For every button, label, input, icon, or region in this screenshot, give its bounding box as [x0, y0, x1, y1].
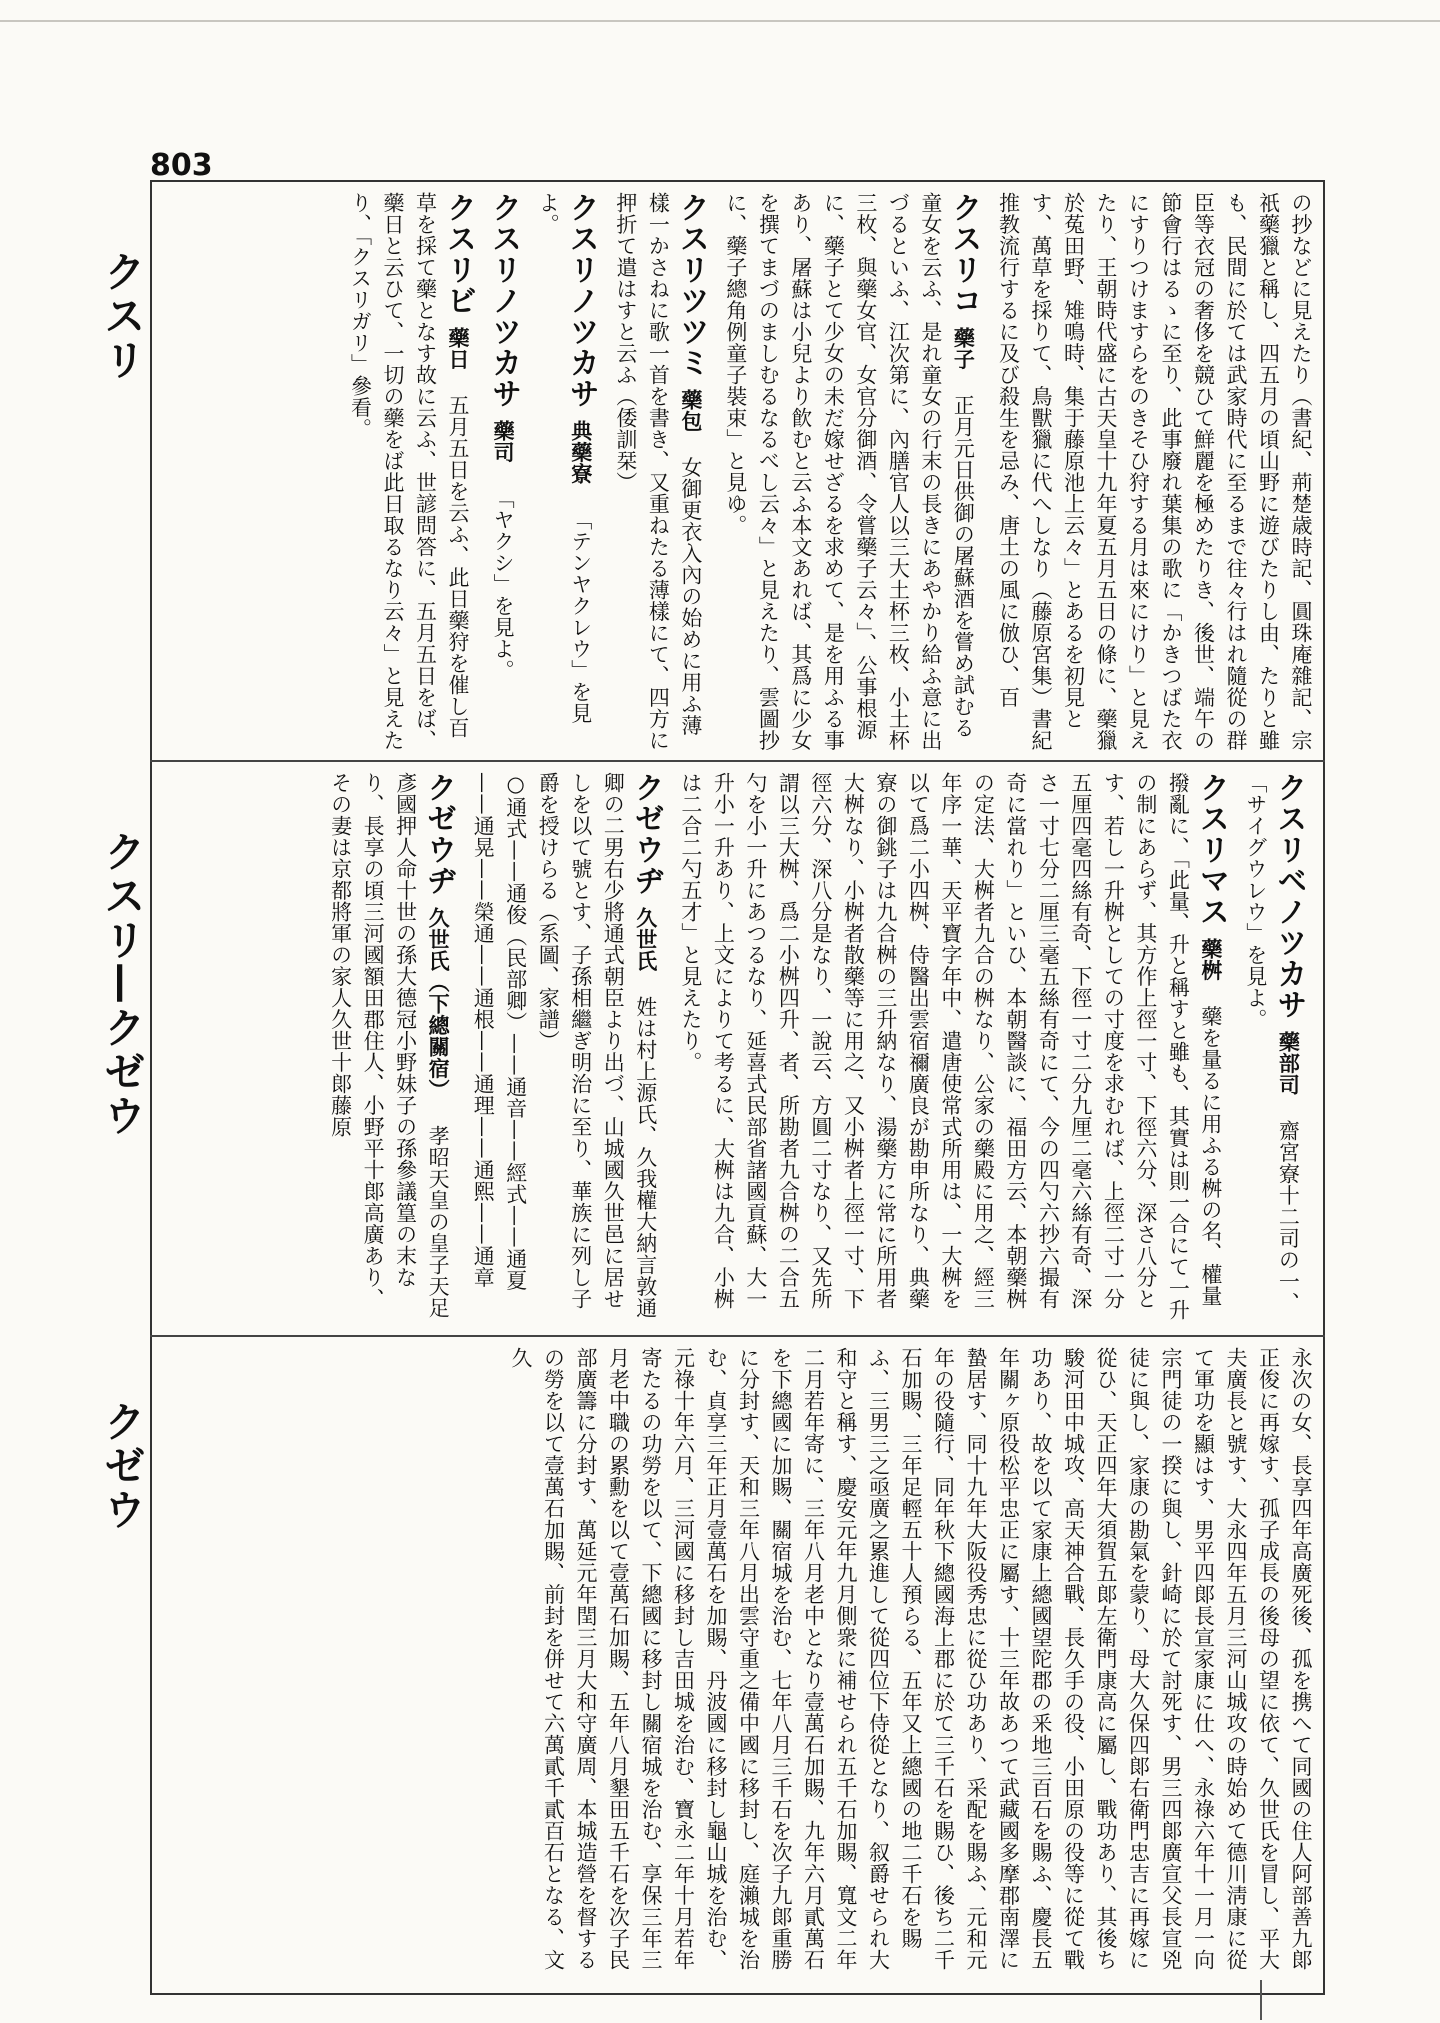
top-rule: [0, 20, 1440, 22]
section-divider-2: [150, 1335, 1325, 1337]
entry-kanji: 藥日: [446, 326, 472, 370]
dictionary-entry: [674, 772, 1239, 1327]
entry-kanji: 久世氏: [633, 906, 659, 971]
section-kuzeu: [162, 1347, 1317, 1987]
section-kusuri: [162, 192, 1317, 752]
entry-body: 女御更衣入內の始めに用ふ薄樣一かさねに歌一首を書き、又重ねたる薄樣にて、四方に押折て遣はすと云ふ（倭訓栞）: [613, 192, 703, 751]
entry-kanji: 藥桝: [1198, 937, 1224, 981]
entry-body: 正月元日供御の屠蘇酒を嘗め試むる童女を云ふ、是れ童女の行末の長きにあやかり給ふ意に出づるといふ、江次第に、內膳官人以三大土杯三枚、小土杯三枚、與藥女官、女官分御酒、令嘗藥子云々」、公事根源に、藥子とて少女の未だ嫁せざるを求めて、是を用ふる事あり、屠蘇は小兒より飮むと云ふ本文あれば、其爲に少女を撰てまづのましむるなるべし云々」と見えたり、雲圖抄に、藥子總角例童子裝束」と見ゆ。: [723, 192, 976, 751]
entry-body: 「ヤクシ」を見よ。: [491, 487, 516, 682]
continuation-text: [505, 1347, 1318, 1987]
entry-kanji: 藥包: [678, 388, 704, 432]
entry-body: 「テンヤクレウ」を見よ。: [536, 192, 593, 725]
entry-headword: クゼウヂ: [421, 772, 457, 896]
section-divider-1: [150, 760, 1325, 762]
entry-body: 齋宮寮十二司の一、「サイグウレウ」を見よ。: [1243, 772, 1301, 1314]
entry-headword: クスリノツカサ: [486, 192, 522, 409]
genealogy-line: [467, 772, 532, 1327]
entry-headword: クスリツツミ: [673, 192, 709, 378]
section-kusuri-kuzeu: [162, 772, 1317, 1327]
entry-headword: クスリビ: [441, 192, 477, 316]
entry-body: 孝昭天皇の皇子天足彥國押人命十世の孫大德冠小野妹子の孫參議篁の末なり、長享の頃三河國額田郡住人、小野平十郞高廣あり、その妻は京都將軍の家人久世十郞藤原: [328, 772, 451, 1319]
entry-headword: クスリマス: [1193, 772, 1229, 927]
page-number: 803: [150, 148, 213, 183]
dictionary-entry: [487, 192, 532, 752]
running-head-1: クスリ: [98, 250, 147, 382]
entry-body: 藥を量るに用ふる桝の名、權量撥亂に、「此量、升と稱すと雖も、其實は則一合にて一升の制にあらず、其方作上徑一寸、下徑六分、深さ八分とす、若し一升桝としての寸度を求むれば、上徑二寸一分五厘四毫四絲有奇、下徑一寸二分九厘二毫六絲有奇、深さ一寸七分二厘三毫五絲有奇にて、今の四勺六抄六撮有奇に當れり」といひ、本朝醫談に、福田方云、本朝藥桝の定法、大桝者九合の桝なり、公家の藥殿に用之、經三年序一華、天平寶字年中、遣唐使常式所用は、一大桝を以て爲二小四桝、侍醫出雲宿禰廣良が勘申所なり、典藥寮の御銚子は九合桝の三升納なり、湯藥方に常に所用者大桝なり、小桝者散藥等に用之、又小桝者上徑一寸、下徑六分、深八分是なり、一說云、方圓二寸なり、又先所謂以三大桝、爲二小桝四升、者、所勘者九合桝の二合五勺を小一升にあつるなり、延喜式民部省諸國貢蘇、大一升小一升あり、上文によりて考るに、大桝は九合、小桝は二合二勺五才」と見えたり。: [678, 772, 1223, 1321]
dictionary-entry: [532, 192, 610, 752]
running-head-3: クゼウ: [98, 1400, 147, 1532]
dictionary-entry: [719, 192, 992, 752]
entry-body: 永次の女、長享四年高廣死後、孤を携へて同國の住人阿部善九郞正俊に再嫁す、孤子成長の後母の望に依て、久世氏を冒し、平大夫廣長と號す、大永四年五月三河山城攻の時始めて德川淸康に從て軍功を顯はす、男平四郞長宣家康に仕へ、永祿六年十一月一向宗門徒の一揆に與し、針崎に於て討死す、男三四郞廣宣父長宣兇徒に與し、家康の勘氣を蒙り、母大久保四郞右衛門忠吉に再嫁に從ひ、天正四年大須賀五郞左衛門康高に屬し、戰功あり、其後ち駿河田中城攻、高天神合戰、長久手の役、小田原の役等に從て戰功あり、故を以て家康上總國望陀郡の釆地三百石を賜ふ、慶長五年關ヶ原役松平忠正に屬す、十三年故あつて武藏國多摩郡南澤に蟄居す、同十九年大阪役秀忠に從ひ功あり、采配を賜ふ、元和元年の役隨行、同年秋下總國海上郡に於て三千石を賜ひ、後ち二千石加賜、三年足輕五十人預らる、五年又上總國の地二千石を賜ふ、三男三之亟廣之累進して從四位下侍從となり、叙爵せられ大和守と稱す、慶安元年九月側衆に補せられ五千石加賜、寬文二年二月若年寄に、三年八月老中となり壹萬石加賜、九年六月貳萬石を下總國に加賜、關宿城を治む、七年八月三千石を次子九郞重勝に分封す、天和三年八月出雲守重之備中國に移封し、庭瀨城を治む、貞享三年正月壹萬石を加賜、丹波國に移封し龜山城を治む、元祿十年六月、三河國に移封し吉田城を治む、寶永二年十月若年寄たるの功勞を以て、下總國に移封し關宿城を治む、享保三年三月老中職の累勳を以て壹萬石加賜、五年八月墾田五千石を次子民部廣籌に分封す、萬延元年閏三月大和守廣周、本城造營を督するの勞を以て壹萬石加賜、前封を併せて六萬貳千貳百石となる、文久: [509, 1347, 1313, 1971]
entry-kanji: 藥部司: [1276, 1030, 1302, 1095]
entry-kanji: 藥司: [491, 419, 517, 463]
entry-kanji: 久世氏（下總關宿）: [426, 906, 452, 1100]
entry-body: 姓は村上源氏、久我權大納言敦通卿の二男右少將通式朝臣より出づ、山城國久世邑に居せしを以て號とす、子孫相繼ぎ明治に至り、華族に列し子爵を授けらる（系圖、家譜）: [536, 772, 658, 1319]
entry-headword: クゼウヂ: [628, 772, 664, 896]
entry-headword: クスリコ: [946, 192, 982, 316]
dictionary-entry: [532, 772, 675, 1327]
entry-headword: クスリベノツカサ: [1271, 772, 1307, 1020]
entry-body: の抄などに見えたり（書紀、荊楚歳時記、圓珠庵雜記、宗祇藥獵と稱し、四五月の頃山野に遊びたりし由、たりと雖も、民間に於ては武家時代に至るまで往々行はれ隨從の群臣等衣冠の奢侈を競ひて鮮麗を極めたりき、後世、端午の節會行はるゝに至り、此事廢れ葉集の歌に「かきつばた衣にすりつけますらをのきそひ狩する月は來にけり」と見えたり、王朝時代盛に古天皇十九年夏五月五日の條に、藥獵於菟田野、雉鳴時、集于藤原池上云々」とあるを初見とす、萬草を採りて、鳥獸獵に代へしなり（藤原宮集）書紀推教流行するに及び殺生を忌み、唐土の風に倣ひ、百: [996, 192, 1313, 751]
entry-headword: クスリノツカサ: [563, 192, 599, 409]
entry-kanji: 典藥寮: [568, 419, 594, 484]
entry-body: 五月五日を云ふ、此日藥狩を催し百草を採て藥となす故に云ふ、世諺問答に、五月五日をば、藥日と云ひて、一切の藥をば此日取るなり云々」と見えたり、「クスリガリ」參看。: [348, 192, 471, 751]
running-head-2: クスリ—クゼウ: [98, 830, 147, 1138]
continuation-text: [992, 192, 1317, 752]
dictionary-entry: [609, 192, 719, 752]
dictionary-entry: [324, 772, 467, 1327]
entry-kanji: 藥子: [951, 326, 977, 370]
dictionary-entry: [1239, 772, 1317, 1327]
dictionary-entry: [344, 192, 487, 752]
bottom-mark: [1260, 1980, 1262, 2020]
entry-body: ○通式——通俊（民部卿）——通音——經式——通夏——通晃——榮通——通根——通理——通熙——通章: [471, 772, 528, 1291]
